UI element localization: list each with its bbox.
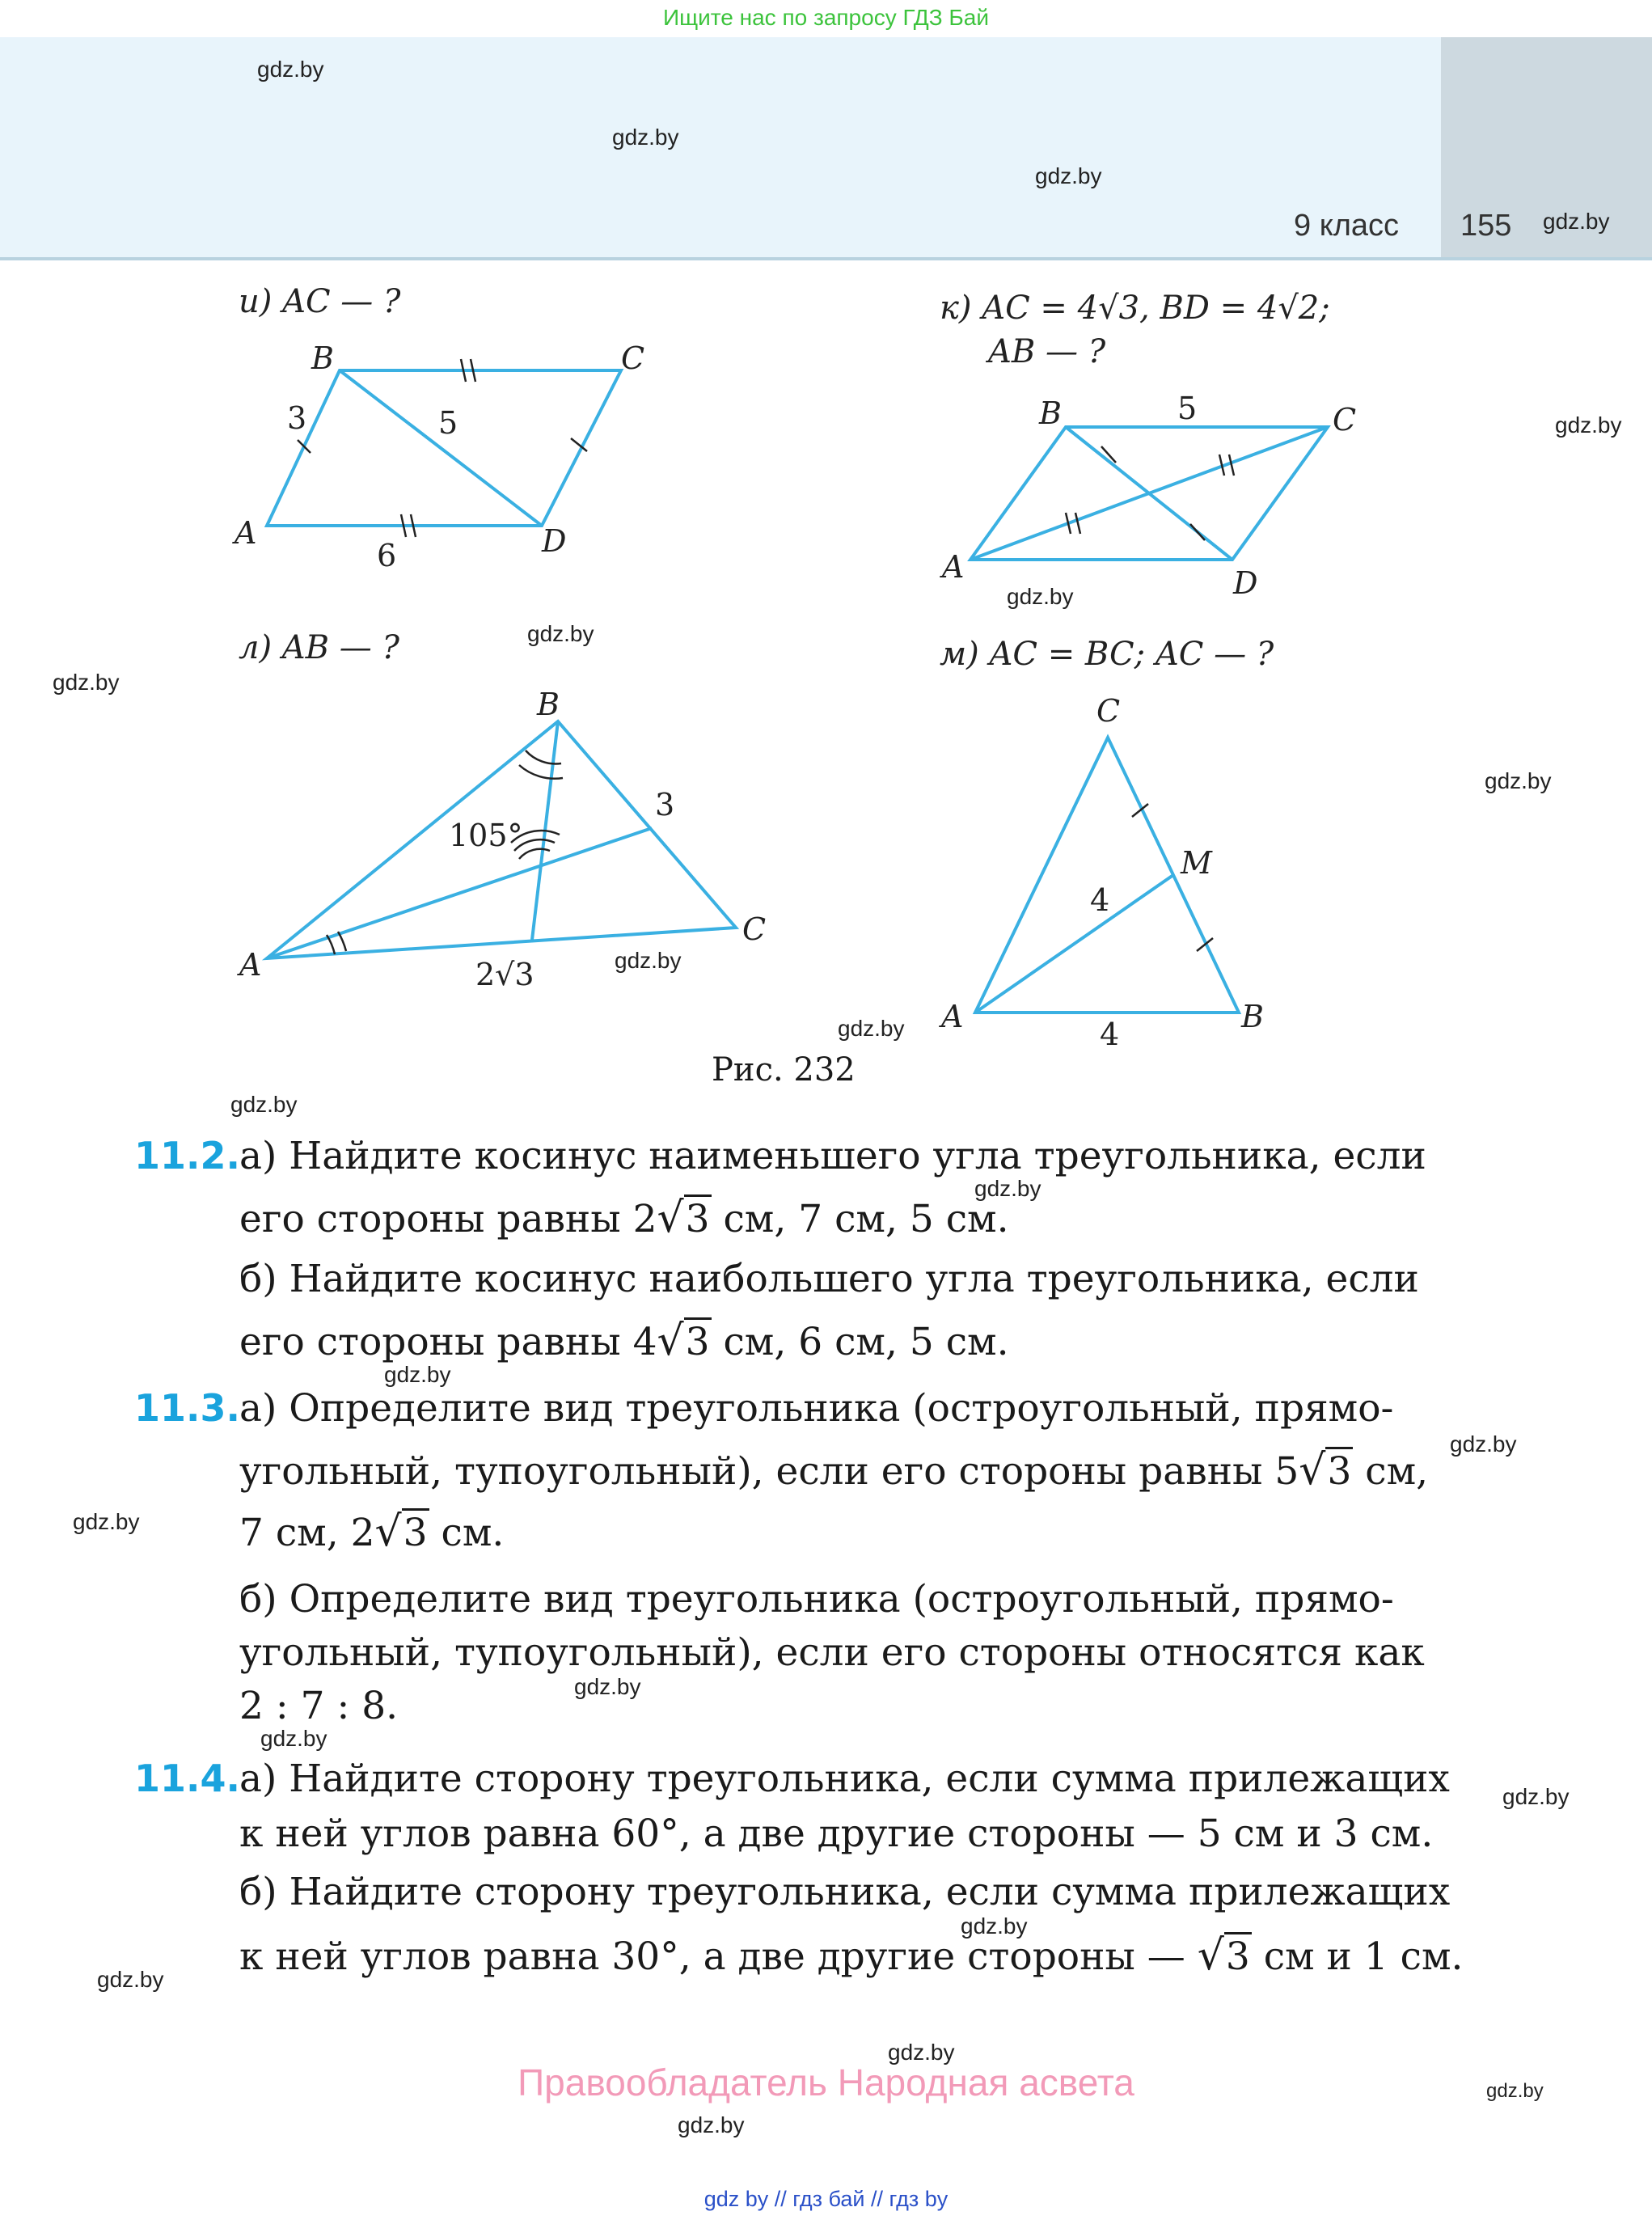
figure-k-vertex-b: B [1039,395,1062,431]
page-number: 155 [1460,209,1512,243]
watermark: gdz.by [97,1967,164,1992]
figure-i-side-ad: 6 [377,538,397,573]
figure-caption: Рис. 232 [712,1051,856,1089]
watermark: gdz.by [257,57,324,82]
watermark: gdz.by [961,1913,1028,1939]
figure-m-point-m: M [1181,845,1212,881]
watermark: gdz.by [1543,209,1610,234]
problem-text-line: к ней углов равна 60°, а две другие стороны — 5 см и 3 см. [239,1812,1434,1856]
figure-l-vertex-a: A [239,947,262,983]
watermark: gdz.by [888,2040,955,2065]
watermark: gdz.by [1502,1784,1570,1809]
figure-m-side-ab: 4 [1100,1017,1120,1052]
figure-i-vertex-c: C [621,340,645,376]
problem-number: 11.2. [134,1134,240,1178]
figure-k-label-line2: AB — ? [988,333,1106,370]
figure-i-vertex-d: D [542,523,567,559]
figure-l-vertex-c: C [742,911,767,947]
problem-text-line: а) Найдите сторону треугольника, если сумма прилежащих [239,1757,1450,1801]
problem-text-line: 2 : 7 : 8. [239,1684,399,1728]
problem-text-line: б) Найдите сторону треугольника, если сумма прилежащих [239,1870,1451,1914]
figure-l-side-ac: 2√3 [475,957,534,992]
figure-m-median-length: 4 [1090,882,1110,918]
figure-m-label: м) AC = BC; AC — ? [940,636,1274,673]
watermark: gdz.by [1485,768,1552,793]
problem-text-line: его стороны равны 2√3 см, 7 см, 5 см. [239,1194,1009,1242]
problem-number: 11.4. [134,1757,240,1800]
problem-text-line: а) Найдите косинус наименьшего угла треугольника, если [239,1134,1426,1178]
watermark: gdz.by [384,1362,451,1387]
figure-l-label: л) AB — ? [239,629,399,666]
class-label: 9 класс [1294,209,1400,243]
figure-k-side-bc: 5 [1177,391,1198,426]
figure-m-vertex-c: C [1096,693,1121,729]
figure-k-vertex-a: A [942,549,965,585]
figure-k-label-line1: к) AC = 4√3, BD = 4√2; [940,290,1330,327]
watermark: gdz.by [1450,1431,1517,1457]
copyright-owner: Правообладатель Народная асвета [518,2061,1134,2103]
figure-m-vertex-a: A [941,999,964,1034]
footer-links[interactable]: gdz by // гдз бай // гдз by [703,2187,949,2211]
watermark: gdz.by [230,1092,298,1117]
watermark: gdz.by [527,621,594,646]
figure-i-vertex-b: B [311,340,334,376]
figure-i-diagonal [340,370,542,526]
figure-k-vertex-c: C [1333,402,1357,438]
watermark: gdz.by [1007,584,1074,609]
watermark: gdz.by [1035,163,1102,188]
problem-text-line: 7 см, 2√3 см. [239,1507,505,1556]
figure-i-vertex-a: A [234,515,257,551]
watermark: gdz.by [73,1509,140,1534]
watermark: gdz.by [612,125,679,150]
problem-text-line: а) Определите вид треугольника (остроугольный, прямо- [239,1386,1394,1431]
watermark: gdz.by [53,670,120,695]
watermark: gdz.by [1555,412,1622,438]
figure-l-side-bc: 3 [655,787,675,822]
figure-l-vertex-b: B [537,687,560,722]
watermark: gdz.by [678,2112,745,2137]
figure-i-parallelogram [267,370,621,526]
figure-m-median [975,875,1173,1013]
figure-i-side-bd: 5 [438,405,458,441]
figure-m-vertex-b: B [1241,999,1264,1034]
problem-text-line: его стороны равны 4√3 см, 6 см, 5 см. [239,1317,1009,1365]
watermark: gdz.by [615,948,682,973]
watermark: gdz.by [1486,2080,1544,2102]
watermark: gdz.by [838,1016,905,1041]
problem-text-line: угольный, тупоугольный), если его стороны относятся как [239,1630,1425,1675]
figure-k-diagonal-bd [1066,427,1232,560]
watermark: gdz.by [974,1176,1041,1201]
problem-text-line: б) Найдите косинус наибольшего угла треугольника, если [239,1257,1419,1301]
problem-text-line: б) Определите вид треугольника (остроугольный, прямо- [239,1577,1394,1621]
watermark: gdz.by [260,1726,327,1751]
watermark: gdz.by [574,1674,641,1699]
problem-text-line: угольный, тупоугольный), если его стороны равны 5√3 см, [239,1446,1429,1495]
figure-i-label: и) AC — ? [239,283,401,320]
figure-k-vertex-d: D [1233,565,1258,601]
search-banner[interactable]: Ищите нас по запросу ГДЗ Бай [662,5,990,30]
problem-text-line: к ней углов равна 30°, а две другие стороны — √3 см и 1 см. [239,1931,1464,1980]
figure-i-side-ab: 3 [287,400,307,436]
problem-number: 11.3. [134,1386,240,1430]
figure-l-angle: 105° [449,818,523,853]
